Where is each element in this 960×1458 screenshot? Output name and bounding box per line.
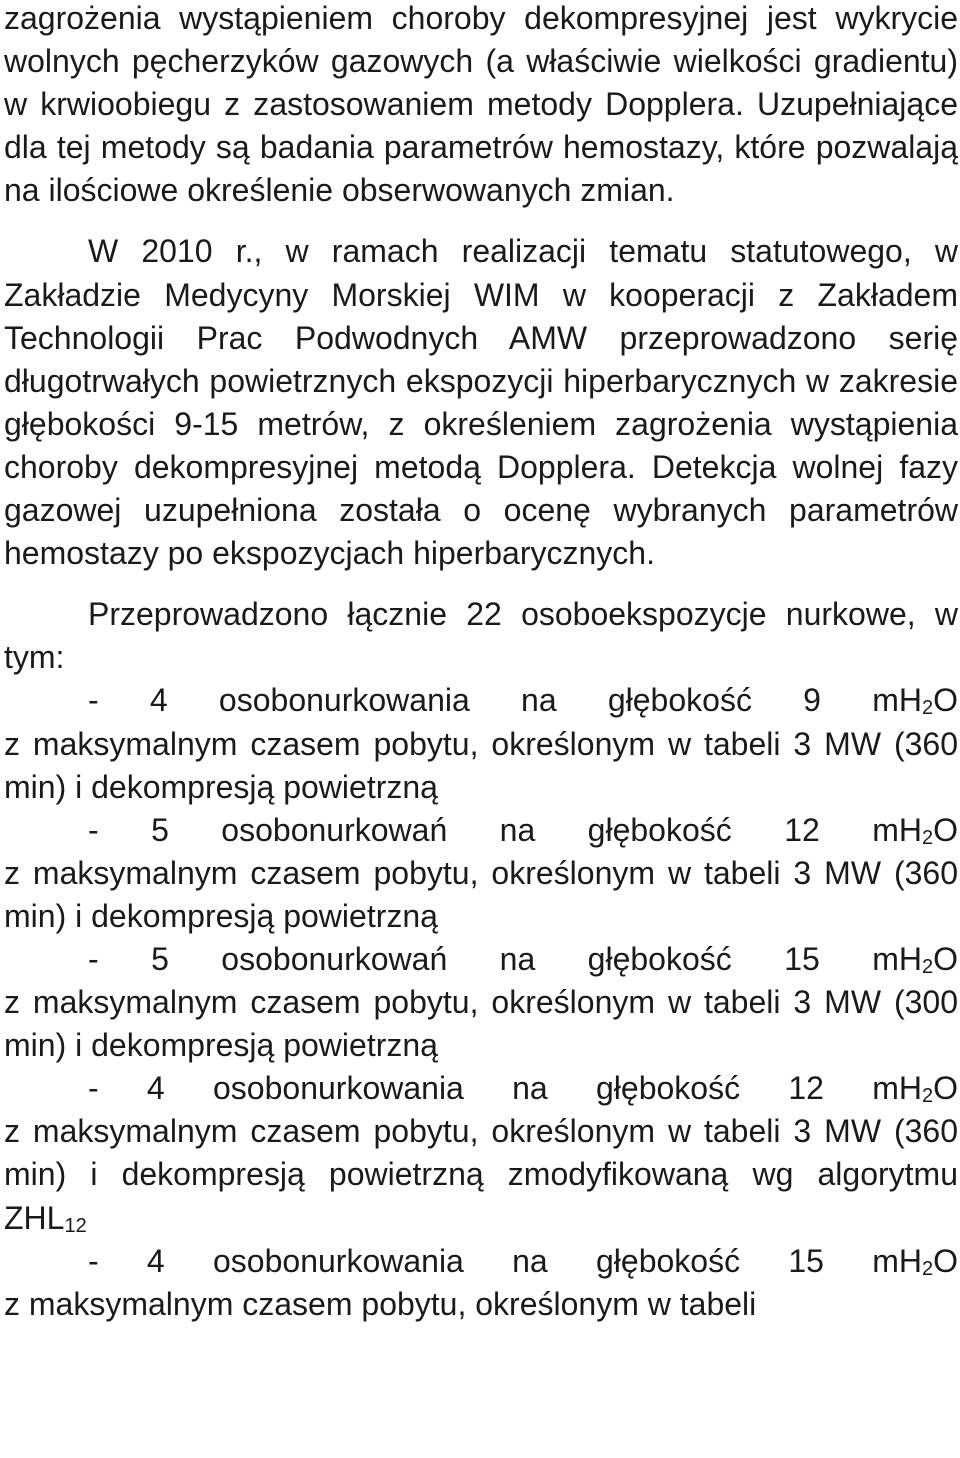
document-page xyxy=(4,0,958,1326)
paragraph-study-2010: W 2010 r., w ramach realizacji tematu statutowego, w Zakładzie Medycyny Morskiej WIM w kooperacji z Zakładem Technologii Prac Podwodnych AMW przeprowadzono serię długotrwałych powietrznych ekspozycji hiperbarycznych w zakresie głębokości 9-15 metrów, z określeniem zagrożenia wystąpienia choroby dekompresyjnej metodą Dopplera. Detekcja wolnej fazy gazowej uzupełniona została o ocenę wybranych parametrów hemostazy po ekspozycjach hiperbarycznych. xyxy=(4,233,958,572)
list-item-unit-tail: O xyxy=(933,682,958,719)
paragraph-intro: zagrożenia wystąpieniem choroby dekompresyjnej jest wykrycie wolnych pęcherzyków gazowych (a właściwie wielkości gradientu) w krwioobiegu z zastosowaniem metody Dopplera. Uzupełniające dla tej metody są badania parametrów hemostazy, które pozwalają na ilościowe określenie obserwowanych zmian. xyxy=(4,0,958,209)
subscript: 2 xyxy=(921,826,934,849)
list-item-unit-tail: O xyxy=(933,811,958,848)
subscript: 2 xyxy=(921,697,934,720)
list-item-lead: - 5 osobonurkowań na głębokość 15 mH xyxy=(88,940,922,977)
list-item-description: z maksymalnym czasem pobytu, określonym w tabeli xyxy=(4,1285,757,1322)
list-item-heading xyxy=(4,679,958,722)
list-item-heading xyxy=(4,1240,958,1283)
list-item xyxy=(4,1067,958,1239)
list-item-lead: - 4 osobonurkowania na głębokość 12 mH xyxy=(88,1070,922,1107)
list-item xyxy=(4,809,958,938)
subscript: 2 xyxy=(921,955,934,978)
list-item-description: z maksymalnym czasem pobytu, określonym w tabeli 3 MW (360 min) i dekompresją powietrzną xyxy=(4,725,958,805)
list-item-unit-tail: O xyxy=(933,1242,958,1279)
list-item-description: z maksymalnym czasem pobytu, określonym w tabeli 3 MW (300 min) i dekompresją powietrzną xyxy=(4,984,958,1064)
list-item-lead: - 4 osobonurkowania na głębokość 15 mH xyxy=(88,1242,922,1279)
list-item-description: z maksymalnym czasem pobytu, określonym w tabeli 3 MW (360 min) i dekompresją powietrzną xyxy=(4,854,958,934)
subscript: 2 xyxy=(921,1085,934,1108)
list-item-lead: - 5 osobonurkowań na głębokość 12 mH xyxy=(88,811,922,848)
subscript: 2 xyxy=(921,1257,934,1280)
list-item xyxy=(4,938,958,1067)
list-item-heading xyxy=(4,938,958,981)
list-item-description: z maksymalnym czasem pobytu, określonym w tabeli 3 MW (360 min) i dekompresją powietrzną zmodyfikowaną wg algorytmu ZHL xyxy=(4,1113,958,1236)
list-item-lead: - 4 osobonurkowania na głębokość 9 mH xyxy=(88,682,922,719)
list-item xyxy=(4,679,958,808)
list-item-heading xyxy=(4,1067,958,1110)
list-item-heading xyxy=(4,809,958,852)
paragraph-summary: Przeprowadzono łącznie 22 osoboekspozycje nurkowe, w tym: xyxy=(4,596,958,676)
list-item xyxy=(4,1240,958,1326)
subscript: 12 xyxy=(64,1214,87,1237)
list-item-unit-tail: O xyxy=(933,940,958,977)
exposure-list xyxy=(4,679,958,1325)
list-item-unit-tail: O xyxy=(933,1070,958,1107)
